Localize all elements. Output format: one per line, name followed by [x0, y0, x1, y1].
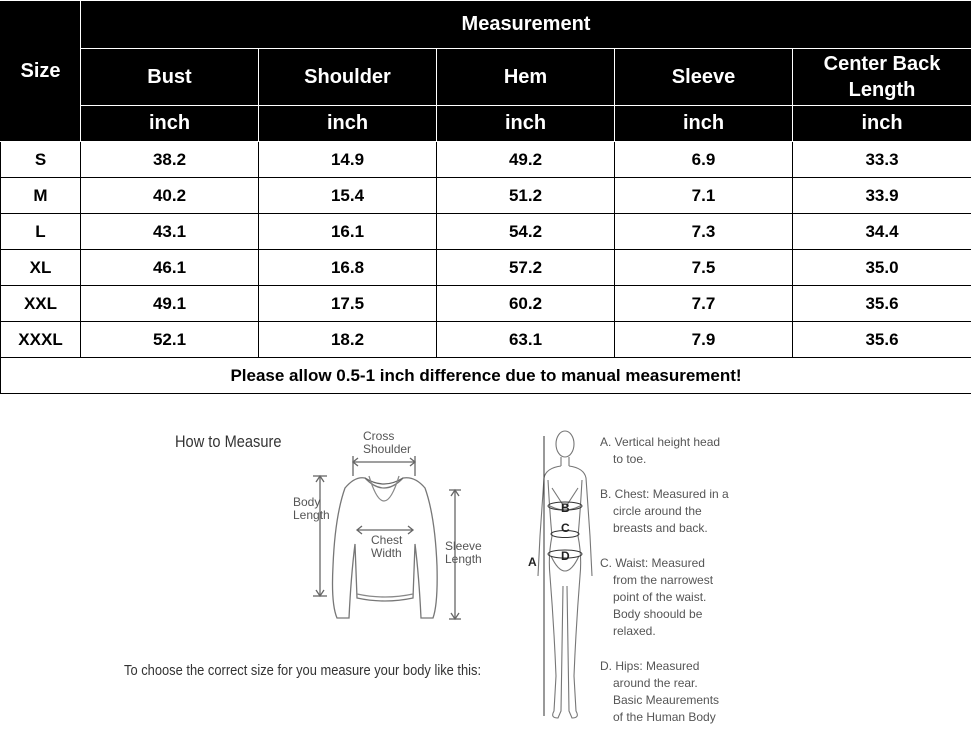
measurement-cell: 7.1: [615, 178, 793, 214]
column-header-center-back-length: Center Back Length: [793, 49, 971, 106]
measurement-cell: 34.4: [793, 214, 971, 250]
body-letter-c: C: [561, 521, 570, 535]
chest-width-label: [371, 534, 402, 560]
measure-instruction: To choose the correct size for you measure your body like this:: [124, 662, 482, 679]
column-header-sleeve: Sleeve: [615, 49, 793, 106]
measurement-cell: 7.5: [615, 250, 793, 286]
description-line: breasts and back.: [613, 521, 708, 535]
measurement-cell: 17.5: [259, 286, 437, 322]
measurement-note: Please allow 0.5-1 inch difference due to manual measurement!: [1, 358, 971, 394]
measurement-cell: 7.9: [615, 322, 793, 358]
size-cell: L: [1, 214, 81, 250]
measurement-cell: 43.1: [81, 214, 259, 250]
description-d: [600, 658, 740, 726]
body-letter-d: D: [561, 549, 570, 563]
sweater-illustration: [285, 426, 485, 626]
measurement-cell: 51.2: [437, 178, 615, 214]
measurement-cell: 35.0: [793, 250, 971, 286]
column-header-bust: Bust: [81, 49, 259, 106]
measurement-cell: 14.9: [259, 142, 437, 178]
measurement-header: Measurement: [81, 1, 971, 49]
measurement-cell: 33.9: [793, 178, 971, 214]
measurement-cell: 16.8: [259, 250, 437, 286]
body-letter-b: B: [561, 501, 570, 515]
measurement-cell: 16.1: [259, 214, 437, 250]
description-lead: C. Waist: Measured: [600, 556, 705, 570]
cross-shoulder-label: [363, 430, 411, 456]
description-lead: A. Vertical height head: [600, 435, 721, 449]
measurement-cell: 6.9: [615, 142, 793, 178]
chest-width-label-line1: Chest: [371, 533, 403, 547]
size-cell: M: [1, 178, 81, 214]
description-line: Basic Meaurements: [613, 693, 720, 707]
body-letter-a: A: [528, 555, 537, 569]
measurement-cell: 40.2: [81, 178, 259, 214]
column-unit: inch: [259, 106, 437, 142]
column-header-hem: Hem: [437, 49, 615, 106]
size-cell: XXL: [1, 286, 81, 322]
column-unit: inch: [437, 106, 615, 142]
column-unit: inch: [81, 106, 259, 142]
sleeve-length-label: [445, 540, 482, 566]
description-a: [600, 434, 740, 468]
body-length-label-line2: Length: [293, 508, 330, 522]
measurement-cell: 18.2: [259, 322, 437, 358]
measurement-cell: 60.2: [437, 286, 615, 322]
measurement-cell: 7.3: [615, 214, 793, 250]
body-figure-illustration: [530, 426, 600, 736]
description-c: [600, 555, 740, 640]
cross-shoulder-label-line1: Cross: [363, 429, 395, 443]
column-unit: inch: [793, 106, 971, 142]
column-header-shoulder: Shoulder: [259, 49, 437, 106]
measurement-cell: 15.4: [259, 178, 437, 214]
column-unit: inch: [615, 106, 793, 142]
measurement-cell: 49.1: [81, 286, 259, 322]
description-line: relaxed.: [613, 624, 656, 638]
cross-shoulder-label-line2: Shoulder: [363, 442, 412, 456]
size-cell: XXXL: [1, 322, 81, 358]
size-cell: S: [1, 142, 81, 178]
measurement-cell: 52.1: [81, 322, 259, 358]
measurement-cell: 35.6: [793, 286, 971, 322]
description-line: of the Human Body: [613, 710, 716, 724]
body-length-label-line1: Body: [293, 495, 321, 509]
size-row: [1, 322, 971, 358]
measurement-cell: 49.2: [437, 142, 615, 178]
measurement-cell: 54.2: [437, 214, 615, 250]
size-row: [1, 286, 971, 322]
body-length-label: [293, 496, 330, 522]
chest-width-label-line2: Width: [371, 546, 402, 560]
size-row: [1, 250, 971, 286]
sleeve-length-label-line2: Length: [445, 552, 482, 566]
description-line: from the narrowest: [613, 573, 714, 587]
size-cell: XL: [1, 250, 81, 286]
description-line: point of the waist.: [613, 590, 707, 604]
description-lead: D. Hips: Measured: [600, 659, 700, 673]
sleeve-length-label-line1: Sleeve: [445, 539, 482, 553]
measurement-cell: 35.6: [793, 322, 971, 358]
how-to-measure-section: [0, 396, 971, 755]
measurement-cell: 33.3: [793, 142, 971, 178]
how-to-measure-title: How to Measure: [175, 432, 282, 451]
measurement-cell: 63.1: [437, 322, 615, 358]
description-b: [600, 486, 740, 537]
description-line: around the rear.: [613, 676, 698, 690]
measurement-cell: 7.7: [615, 286, 793, 322]
measurement-cell: 38.2: [81, 142, 259, 178]
size-row: [1, 142, 971, 178]
description-line: circle around the: [613, 504, 702, 518]
description-line: Body shoould be: [613, 607, 703, 621]
measurement-cell: 57.2: [437, 250, 615, 286]
measurement-cell: 46.1: [81, 250, 259, 286]
size-header: Size: [1, 1, 81, 142]
size-row: [1, 214, 971, 250]
description-lead: B. Chest: Measured in a: [600, 487, 729, 501]
size-row: [1, 178, 971, 214]
description-line: to toe.: [613, 452, 647, 466]
